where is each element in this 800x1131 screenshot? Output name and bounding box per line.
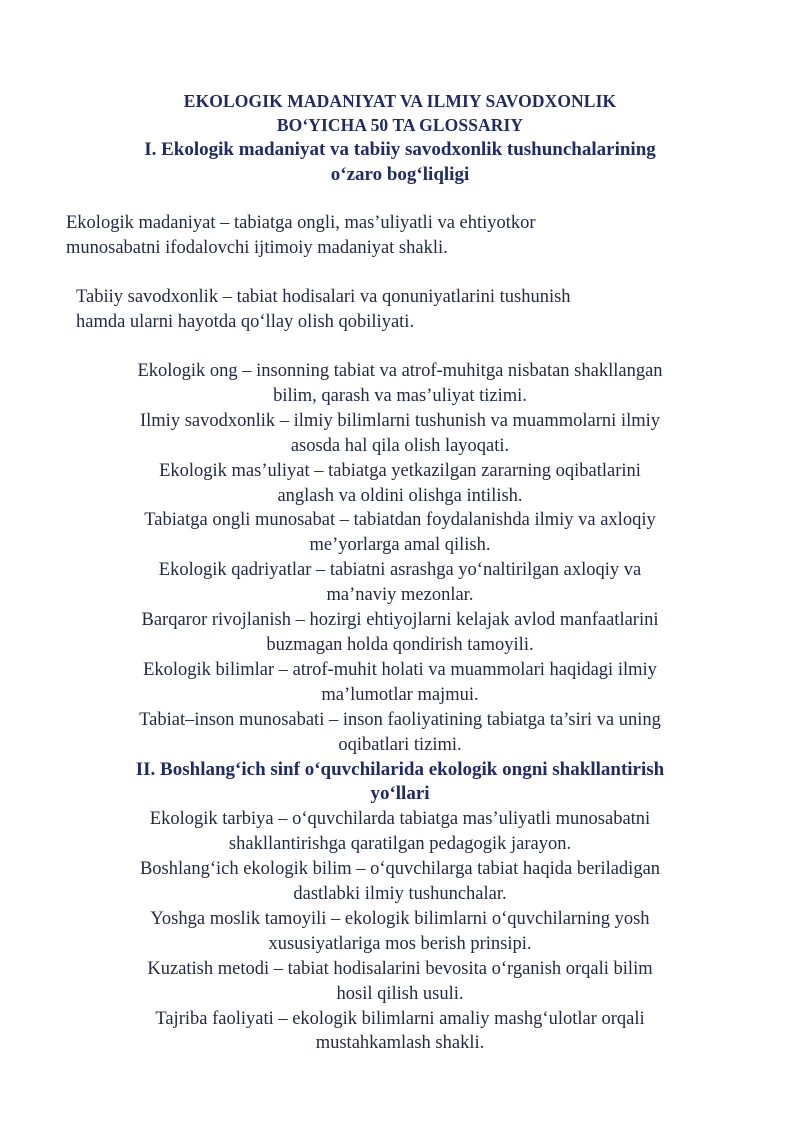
glossary-entry (0, 807, 800, 857)
entry-line-2: shakllantirishga qaratilgan pedagogik jarayon. (228, 834, 572, 855)
entry-line-2: mustahkamlash shakli. (315, 1033, 485, 1054)
entry-line-1: Boshlang‘ich ekologik bilim – o‘quvchilarga tabiat haqida beriladigan (139, 859, 661, 880)
glossary-entry-tabiiy-savodxonlik (76, 285, 571, 335)
entry-line-1: Ekologik qadriyatlar – tabiatni asrashga yo‘naltirilgan axloqiy va (158, 560, 642, 581)
glossary-entry (0, 907, 800, 957)
entry-line-2: dastlabki ilmiy tushunchalar. (293, 884, 507, 905)
entry-line-1: Ekologik madaniyat – tabiatga ongli, mas’uliyatli va ehtiyotkor (66, 213, 536, 233)
entry-line-1: Yoshga moslik tamoyili – ekologik bilimlarni o‘quvchilarning yosh (150, 908, 650, 929)
entry-line-2: ma’naviy mezonlar. (326, 585, 474, 606)
document-title-line-1: EKOLOGIK MADANIYAT VA ILMIY SAVODXONLIK (183, 91, 617, 111)
entry-line-2: anglash va oldini olishga intilish. (277, 485, 523, 506)
glossary-entry-ekologik-madaniyat (66, 211, 536, 261)
glossary-entry (0, 658, 800, 708)
glossary-entry (0, 409, 800, 459)
glossary-entry (0, 957, 800, 1007)
entry-line-1: Tabiat–inson munosabati – inson faoliyatining tabiatga ta’siri va uning (139, 709, 661, 730)
document-title-line-2: BO‘YICHA 50 TA GLOSSARIY (276, 115, 524, 135)
entry-line-2: hamda ularni hayotda qo‘llay olish qobiliyati. (76, 312, 415, 332)
glossary-entry (0, 857, 800, 907)
entry-line-2: hosil qilish usuli. (336, 983, 464, 1004)
entry-line-1: Barqaror rivojlanish – hozirgi ehtiyojlarni kelajak avlod manfaatlarini (141, 610, 659, 631)
entry-line-2: asosda hal qila olish layoqati. (290, 435, 510, 456)
glossary-entry (0, 708, 800, 758)
glossary-entry (0, 1007, 800, 1057)
entry-line-1: Ekologik bilimlar – atrof-muhit holati va muammolari haqidagi ilmiy (143, 659, 657, 680)
entry-line-1: Ekologik mas’uliyat – tabiatga yetkazilgan zararning oqibatlarini (159, 460, 641, 481)
entry-line-2: ma’lumotlar majmui. (321, 684, 479, 705)
entry-line-1: Ekologik tarbiya – o‘quvchilarda tabiatga mas’uliyatli munosabatni (149, 809, 651, 830)
glossary-entry (0, 558, 800, 608)
glossary-entry (0, 508, 800, 558)
entry-line-2: xususiyatlariga mos berish prinsipi. (268, 933, 532, 954)
document-header (0, 89, 800, 187)
entry-line-1: Kuzatish metodi – tabiat hodisalarini bevosita o‘rganish orqali bilim (147, 958, 653, 979)
entry-line-1: Ekologik ong – insonning tabiat va atrof-muhitga nisbatan shakllangan (137, 361, 663, 381)
entry-line-2: oqibatlari tizimi. (338, 734, 462, 755)
entry-line-1: Ilmiy savodxonlik – ilmiy bilimlarni tushunish va muammolarni ilmiy (139, 410, 661, 431)
section-2-heading-line-2: yo‘llari (370, 783, 430, 805)
entry-line-2: munosabatni ifodalovchi ijtimoiy madaniyat shakli. (66, 238, 448, 258)
section-1-heading-line-2: o‘zaro bog‘liqligi (330, 164, 470, 185)
entry-line-1: Tabiatga ongli munosabat – tabiatdan foydalanishda ilmiy va axloqiy (144, 510, 656, 531)
entry-line-1: Tabiiy savodxonlik – tabiat hodisalari va qonuniyatlarini tushunish (76, 287, 571, 307)
section-2-heading-line-1: II. Boshlang‘ich sinf o‘quvchilarida ekologik ongni shakllantirish (135, 758, 665, 780)
section-1-heading-line-1: I. Ekologik madaniyat va tabiiy savodxonlik tushunchalarining (144, 139, 656, 160)
entry-line-1: Tajriba faoliyati – ekologik bilimlarni amaliy mashg‘ulotlar orqali (155, 1008, 645, 1029)
glossary-centered-list (0, 359, 800, 1056)
entry-line-2: buzmagan holda qondirish tamoyili. (266, 634, 534, 655)
glossary-entry (0, 459, 800, 509)
glossary-entry (0, 359, 800, 409)
entry-line-2: me’yorlarga amal qilish. (309, 535, 491, 556)
entry-line-2: bilim, qarash va mas’uliyat tizimi. (273, 385, 527, 406)
glossary-entry (0, 608, 800, 658)
